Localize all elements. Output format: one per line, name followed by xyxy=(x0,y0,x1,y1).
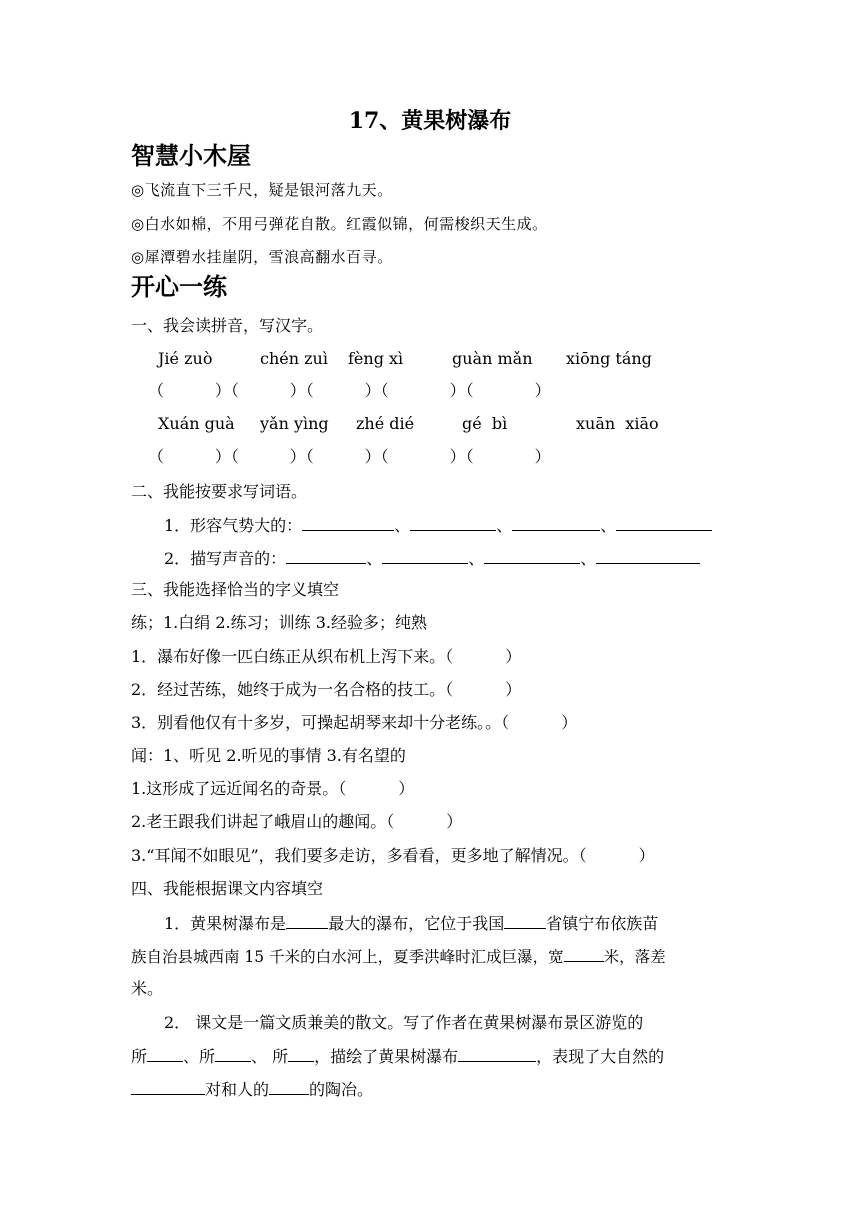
blank-line[interactable] xyxy=(616,515,712,531)
q4-p2-line1: 2． 课文是一篇文质兼美的散文。写了作者在黄果树瀑布景区游览的 xyxy=(164,1013,644,1032)
blank-line[interactable] xyxy=(215,1046,251,1062)
q2-title: 二、我能按要求写词语。 xyxy=(131,482,308,501)
q3-title: 三、我能选择恰当的字义填空 xyxy=(131,580,340,599)
q4-p2-line2: 所 、所 、 所 ，描绘了黄果树瀑布 ，表现了大自然的 xyxy=(131,1047,665,1066)
section-heading-wisdom: 智慧小木屋 xyxy=(131,142,251,170)
blank-line[interactable] xyxy=(286,548,366,564)
poem-line-1: ◎飞流直下三千尺，疑是银河落九天。 xyxy=(131,181,393,199)
blank-line[interactable] xyxy=(131,1079,205,1095)
poem-line-3: ◎犀潭碧水挂崖阴，雪浪高翻水百寻。 xyxy=(131,248,393,266)
pinyin-item: gé bì xyxy=(462,414,508,433)
wen-item-3: 3.“耳闻不如眼见”，我们要多走访，多看看，更多地了解情况。（ ） xyxy=(131,846,655,865)
q2-item-1: 1．形容气势大的： 、 、 、 xyxy=(164,515,712,536)
blank-line[interactable] xyxy=(512,515,600,531)
q4-p2-line3: 对和人的 的陶冶。 xyxy=(131,1079,373,1100)
blank-line[interactable] xyxy=(504,913,546,929)
q4-p1-line2: 族自治县城西南 15 千米的白水河上，夏季洪峰时汇成巨瀑，宽 米，落差 xyxy=(131,948,666,966)
blank-line[interactable] xyxy=(382,548,468,564)
pinyin-item: guàn mǎn xyxy=(452,349,533,368)
lian-item-1: 1．瀑布好像一匹白练正从织布机上泻下来。（ ） xyxy=(131,647,522,666)
blank-line[interactable] xyxy=(484,548,580,564)
q2-item-2: 2．描写声音的： 、 、 、 xyxy=(164,548,700,569)
pinyin-item: fèng xì xyxy=(348,349,404,368)
pinyin-item: Jié zuò xyxy=(158,349,213,368)
answer-bracket[interactable]: （ ）（ ）（ ）（ ）（ ） xyxy=(148,447,551,466)
pinyin-item: chén zuì xyxy=(260,349,328,368)
blank-line[interactable] xyxy=(596,548,700,564)
pinyin-item: zhé dié xyxy=(356,414,415,433)
wen-item-1: 1.这形成了远近闻名的奇景。（ ） xyxy=(131,779,415,798)
blank-line[interactable] xyxy=(288,1046,314,1062)
q4-p1-line3: 米。 xyxy=(131,979,164,998)
wen-item-2: 2.老王跟我们讲起了峨眉山的趣闻。（ ） xyxy=(131,812,463,831)
blank-line[interactable] xyxy=(286,913,328,929)
lian-item-3: 3．别看他仅有十多岁，可操起胡琴来却十分老练。。（ ） xyxy=(131,713,578,732)
blank-line[interactable] xyxy=(458,1046,536,1062)
answer-bracket[interactable]: （ ）（ ）（ ）（ ）（ ） xyxy=(148,381,551,400)
poem-line-2: ◎白水如棉，不用弓弹花自散。红霞似锦，何需梭织天生成。 xyxy=(131,215,548,233)
blank-line[interactable] xyxy=(147,1046,183,1062)
q4-p1-line1: 1．黄果树瀑布是 最大的瀑布，它位于我国 省镇宁布依族苗 xyxy=(164,914,659,933)
blank-line[interactable] xyxy=(302,515,394,531)
blank-line[interactable] xyxy=(564,946,604,962)
wen-definitions: 闻：1、听见 2.听见的事情 3.有名望的 xyxy=(131,746,406,765)
section-heading-practice: 开心一练 xyxy=(131,273,227,301)
pinyin-item: Xuán guà xyxy=(158,414,235,433)
lian-definitions: 练；1.白绢 2.练习；训练 3.经验多；纯熟 xyxy=(131,613,427,632)
q4-title: 四、我能根据课文内容填空 xyxy=(131,879,324,898)
pinyin-item: xiōng táng xyxy=(566,349,652,368)
blank-line[interactable] xyxy=(269,1079,309,1095)
pinyin-item: xuān xiāo xyxy=(576,414,659,433)
page-title: 17、黄果树瀑布 xyxy=(348,108,512,134)
q1-title: 一、我会读拼音，写汉字。 xyxy=(131,316,324,335)
pinyin-item: yǎn yìng xyxy=(260,414,329,433)
blank-line[interactable] xyxy=(410,515,496,531)
lian-item-2: 2．经过苦练，她终于成为一名合格的技工。（ ） xyxy=(131,680,522,699)
